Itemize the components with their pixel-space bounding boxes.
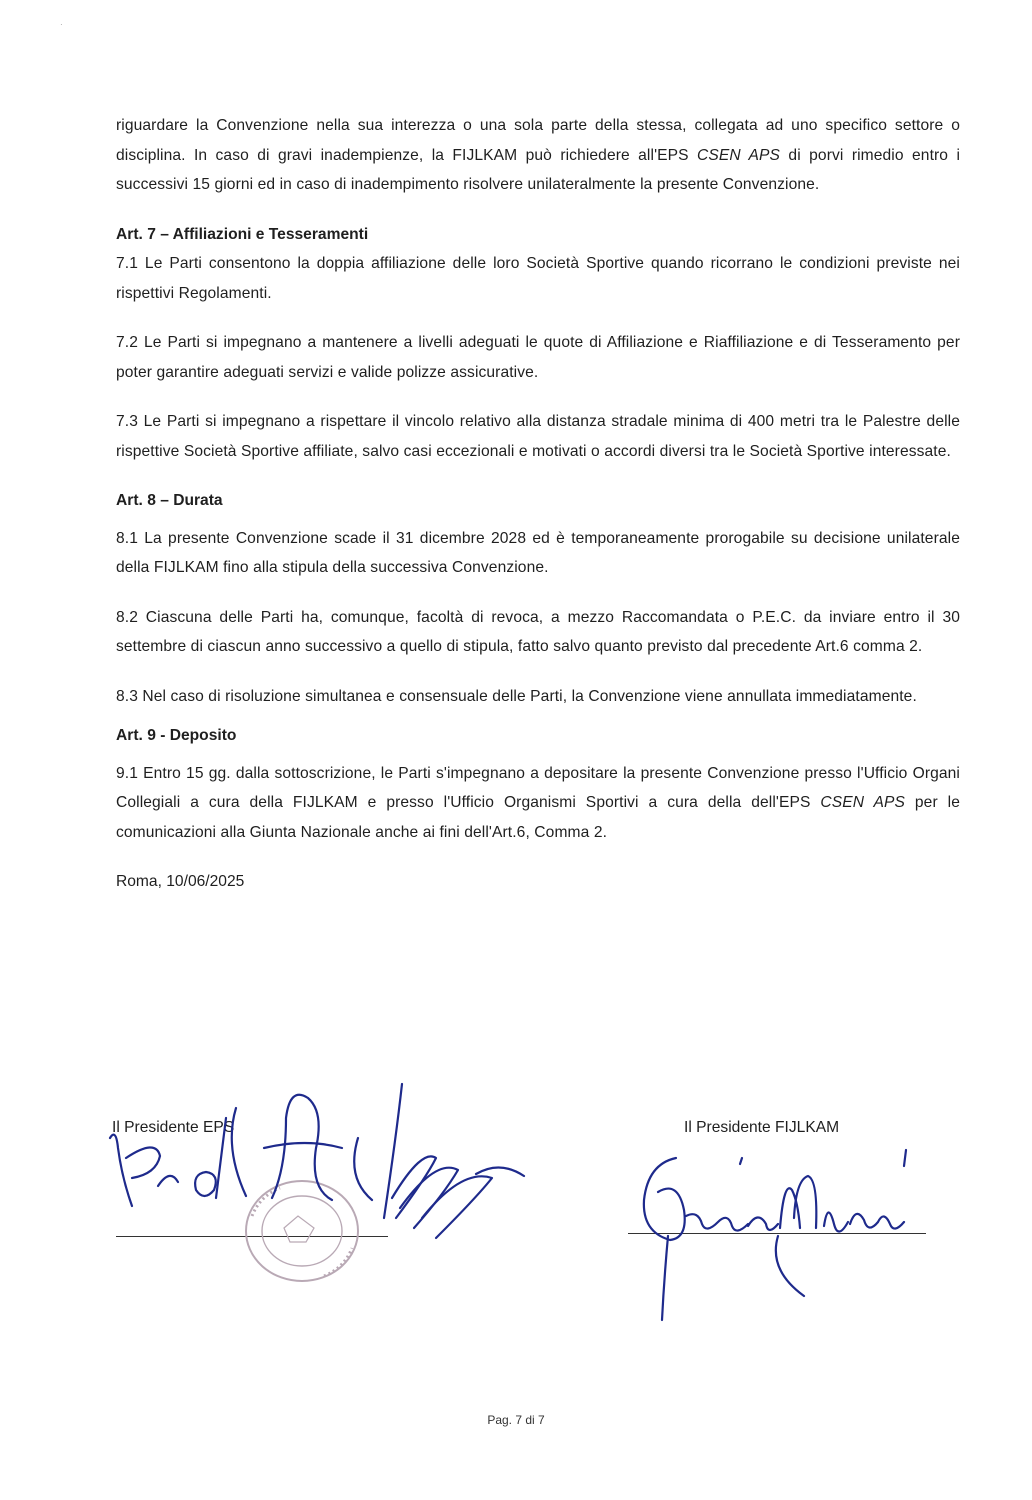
paragraph-9-1 — [116, 759, 960, 848]
p9-text-a: 9.1 Entro 15 gg. dalla sottoscrizione, le Parti s'impegnano a depositare la presente Convenzione presso l'Ufficio Organi Collegiali a cura della FIJLKAM e presso l'Ufficio Organismi Sportivi a cura della dell'EPS — [116, 764, 960, 811]
scan-mark: · — [60, 20, 63, 29]
intro-text-csen: CSEN APS — [697, 146, 781, 164]
paragraph-intro — [116, 111, 960, 200]
paragraph-7-1: 7.1 Le Parti consentono la doppia affiliazione delle loro Società Sportive quando ricorrano le condizioni previste nei rispettivi Regolamenti. — [116, 255, 960, 302]
article-7-heading: Art. 7 – Affiliazioni e Tesseramenti — [116, 225, 369, 243]
intro-text-b: di porvi rimedio entro i successivi 15 giorni ed in caso di inadempimento risolvere unilateralmente la presente Convenzione. — [116, 146, 961, 193]
article-8-heading: Art. 8 – Durata — [116, 492, 223, 509]
signature-fijlkam — [628, 1140, 928, 1320]
paragraph-8-1: 8.1 La presente Convenzione scade il 31 dicembre 2028 ed è temporaneamente prorogabile su decisione unilaterale della FIJLKAM fino alla stipula della successiva Convenzione. — [116, 529, 960, 576]
article-9-heading: Art. 9 - Deposito — [116, 727, 237, 744]
signature-label-fijlkam: Il Presidente FIJLKAM — [684, 1119, 840, 1136]
document-body — [116, 111, 960, 897]
signature-label-eps: Il Presidente EPS — [112, 1119, 235, 1136]
intro-text-a: riguardare la Convenzione nella sua interezza o una sola parte della stessa, collegata ad uno specifico settore o disciplina. In caso di gravi inadempienze, la FIJLKAM può richiedere all'EPS — [116, 117, 960, 164]
signature-eps — [96, 1078, 536, 1268]
signature-block-fijlkam — [684, 1118, 839, 1138]
paragraph-8-3: 8.3 Nel caso di risoluzione simultanea e consensuale delle Parti, la Convenzione viene annullata immediatamente. — [116, 687, 917, 705]
p9-text-b: per le comunicazioni alla Giunta Nazionale anche ai fini dell'Art.6, Comma 2. — [116, 794, 960, 841]
paragraph-7-2: 7.2 Le Parti si impegnano a mantenere a livelli adeguati le quote di Affiliazione e Riaffiliazione e di Tesseramento per poter garantire adeguati servizi e valide polizze assicurative. — [116, 334, 960, 381]
page-number: Pag. 7 di 7 — [487, 1413, 545, 1427]
place-and-date: Roma, 10/06/2025 — [116, 873, 245, 890]
paragraph-8-2: 8.2 Ciascuna delle Parti ha, comunque, facoltà di revoca, a mezzo Raccomandata o P.E.C. da inviare entro il 30 settembre di ciascun anno successivo a quello di stipula, fatto salvo quanto previsto dal precedente Art.6 comma 2. — [116, 608, 960, 655]
p9-text-csen: CSEN APS — [820, 794, 905, 811]
paragraph-7-3: 7.3 Le Parti si impegnano a rispettare il vincolo relativo alla distanza stradale minima di 400 metri tra le Palestre delle rispettive Società Sportive affiliate, salvo casi eccezionali e motivati o accordi diversi tra le Società Sportive interessate. — [116, 413, 960, 460]
